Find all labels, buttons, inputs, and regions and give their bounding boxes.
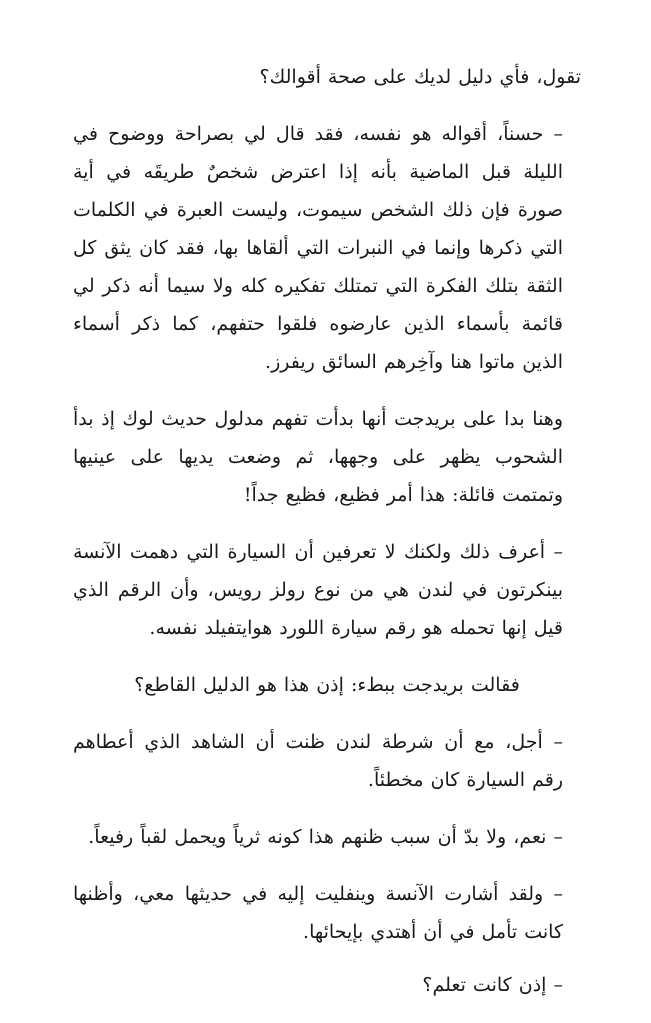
paragraph-8: – ولقد أشارت الآنسة وينفليت إليه في حديثها معي، وأظنها كانت تأمل في أن أهتدي بإيحائها. bbox=[73, 883, 563, 943]
paragraph-4: – أعرف ذلك ولكنك لا تعرفين أن السيارة التي دهمت الآنسة بينكرتون في لندن هي من نوع رولز رويس، وأن الرقم الذي قيل إنها تحمله هو رقم سيارة اللورد هوايتفيلد نفسه. bbox=[73, 541, 563, 639]
paragraph-6: – أجل، مع أن شرطة لندن ظنت أن الشاهد الذي أعطاهم رقم السيارة كان مخطئاً. bbox=[73, 731, 564, 791]
document-page bbox=[73, 58, 581, 1023]
paragraph-2: – حسناً، أقواله هو نفسه، فقد قال لي بصراحة ووضوح في الليلة قبل الماضية بأنه إذا اعترض شخصٌ طريقَه في أية صورة فإن ذلك الشخص سيموت، وليست العبرة في الكلمات التي ذكرها وإنما في النبرات التي ألقاها بها، فقد كان يثق كل الثقة بتلك الفكرة التي تمتلك تفكيره كله ولا سيما أنه ذكر لي قائمة بأسماء الذين عارضوه فلقوا حتفهم، كما ذكر أسماء الذين ماتوا هنا وآخِرهم السائق ريفرز. bbox=[73, 123, 563, 373]
paragraph-7: – نعم، ولا بدّ أن سبب ظنهم هذا كونه ثرياً ويحمل لقباً رفيعاً. bbox=[88, 826, 563, 848]
paragraph-3: وهنا بدا على بريدجت أنها بدأت تفهم مدلول حديث لوك إذ بدأ الشحوب يظهر على وجهها، ثم وضعت يديها على عينيها وتمتمت قائلة: هذا أمر فظيع، فظيع جداً! bbox=[73, 408, 563, 506]
paragraph-5: فقالت بريدجت ببطء: إذن هذا هو الدليل القاطع؟ bbox=[134, 674, 520, 696]
paragraph-1: تقول، فأي دليل لديك على صحة أقوالك؟ bbox=[259, 66, 581, 88]
paragraph-9: – إذن كانت تعلم؟ bbox=[422, 974, 563, 996]
